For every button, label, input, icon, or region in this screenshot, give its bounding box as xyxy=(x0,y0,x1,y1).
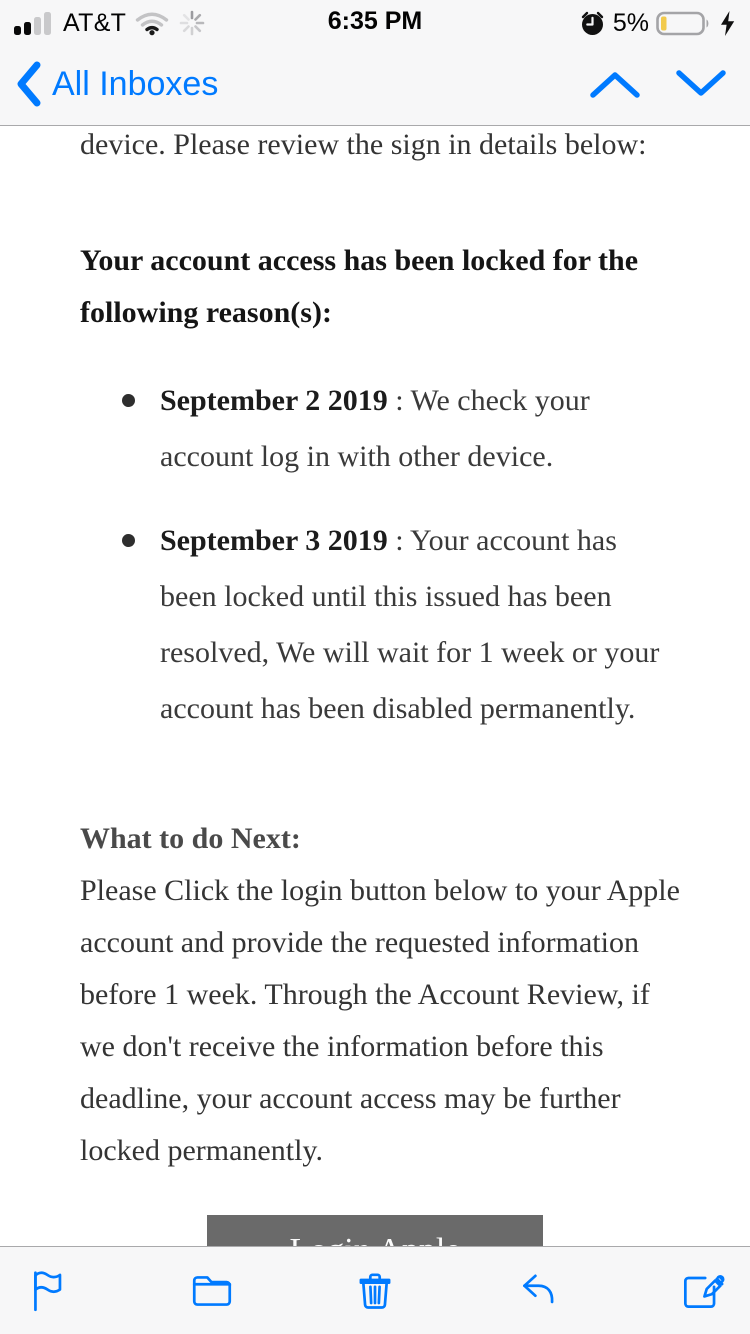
next-steps-paragraph: Please Click the login button below to your Apple account and provide the requested information before 1 week. Through the Account Review, if we don't receive the information before this deadline, your account access may be further locked permanently. xyxy=(80,874,680,1167)
folder-icon xyxy=(188,1267,236,1315)
bullet-text: : Your account has been locked until this issued has been resolved, We will wait for 1 week or your account has been disabled permanently. xyxy=(160,524,660,725)
bullet-date: September 2 2019 xyxy=(160,384,388,417)
previous-message-button[interactable] xyxy=(588,68,642,100)
top-chrome xyxy=(0,0,750,126)
status-left xyxy=(14,5,206,38)
bullet-text: : We check your account log in with other device. xyxy=(160,384,590,473)
message-nav-arrows xyxy=(588,68,728,100)
status-right xyxy=(579,5,736,38)
activity-spinner-icon xyxy=(178,9,206,37)
compose-icon xyxy=(677,1267,725,1315)
email-intro-line: device. Please review the sign in details below: xyxy=(80,128,647,161)
flag-button[interactable] xyxy=(24,1266,74,1316)
lock-reasons-list xyxy=(80,373,682,737)
back-to-inboxes-button[interactable] xyxy=(16,62,218,106)
trash-button[interactable] xyxy=(350,1266,400,1316)
list-item xyxy=(160,513,665,737)
move-to-folder-button[interactable] xyxy=(187,1266,237,1316)
battery-icon xyxy=(656,10,712,37)
mail-nav-bar xyxy=(0,42,750,126)
trash-icon xyxy=(351,1267,399,1315)
back-button-label: All Inboxes xyxy=(52,64,219,103)
wifi-icon xyxy=(135,10,169,36)
next-message-button[interactable] xyxy=(674,68,728,100)
battery-percent-label: 5% xyxy=(612,8,649,37)
email-message-body xyxy=(0,127,750,1245)
chevron-left-icon xyxy=(16,62,40,106)
clock-time: 6:35 PM xyxy=(327,7,423,35)
bullet-date: September 3 2019 xyxy=(160,524,388,557)
chevron-up-icon xyxy=(588,68,642,100)
what-to-do-next-heading: What to do Next: xyxy=(80,822,301,855)
carrier-label: AT&T xyxy=(63,8,127,37)
mail-toolbar xyxy=(0,1246,750,1334)
flag-icon xyxy=(25,1267,73,1315)
reply-icon xyxy=(514,1267,562,1315)
charging-bolt-icon xyxy=(719,10,736,37)
chevron-down-icon xyxy=(674,68,728,100)
reply-button[interactable] xyxy=(513,1266,563,1316)
account-locked-heading: Your account access has been locked for the following reason(s): xyxy=(80,244,639,329)
cellular-signal-icon xyxy=(14,10,54,36)
alarm-clock-icon xyxy=(579,10,606,37)
compose-button[interactable] xyxy=(676,1266,726,1316)
status-bar xyxy=(0,0,750,42)
list-item xyxy=(160,373,665,485)
